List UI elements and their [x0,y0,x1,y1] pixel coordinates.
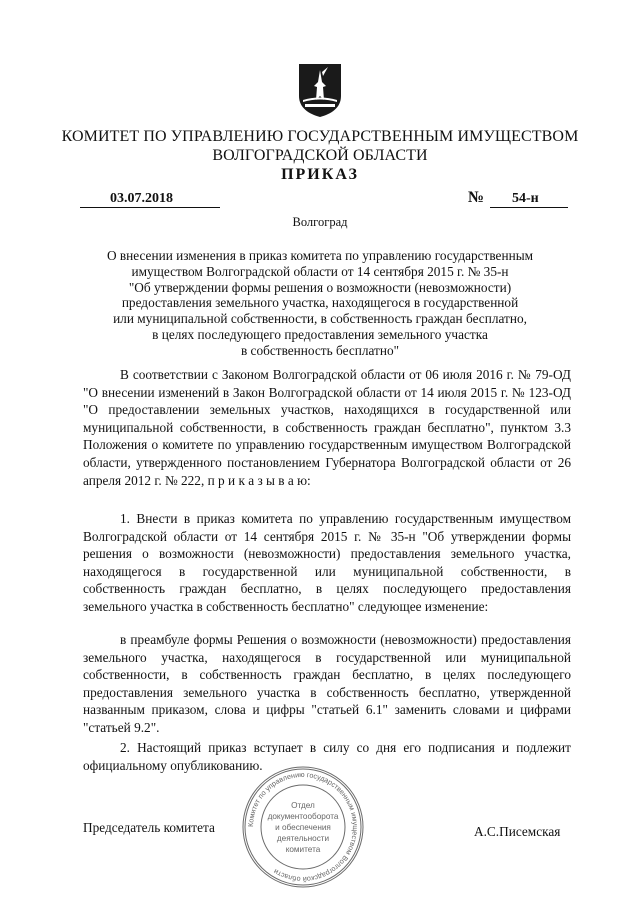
clause-1-paragraph: 1. Внести в приказ комитета по управлению государственным имуществом Волгоградской области от 14 сентября 2015 г. № 35-н "Об утверждении формы решения о возможности (невозможности) предоставления земельного участка, находящегося в государственной или муниципальной собственности, в собственность граждан бесплатно, в целях последующего предоставления земельного участка в собственность бесплатно" следующее изменение: [83,511,571,614]
coat-of-arms-icon [297,62,343,118]
organization-name-line1: КОМИТЕТ ПО УПРАВЛЕНИЮ ГОСУДАРСТВЕННЫМ ИМУЩЕСТВОМ [61,128,579,145]
order-title-line: или муниципальной собственности, в собственность граждан бесплатно, [113,311,527,327]
order-number-label: № [468,189,485,206]
order-title-line: имуществом Волгоградской области от 14 сентября 2015 г. № 35-н [131,263,509,279]
stamp-center-line: документооборота [267,812,339,821]
order-title-line: О внесении изменения в приказ комитета по управлению государственным [106,248,534,263]
order-title-line: предоставления земельного участка, находящегося в государственной [121,295,519,311]
order-title [60,248,580,359]
order-number-value: 54-н [512,191,539,206]
order-number [490,192,568,208]
document-type: ПРИКАЗ [281,166,359,183]
stamp-ring-text: Комитет по управлению государственным имуществом Волгоградской области [245,769,361,885]
order-title-line: "Об утверждении формы решения о возможности (невозможности) [128,279,512,295]
stamp-center-line: комитета [285,845,321,854]
clause-2-paragraph: 2. Настоящий приказ вступает в силу со дня его подписания и подлежит официальному опубликованию. [83,740,571,773]
stamp-center-line: и обеспечения [275,823,331,832]
order-date-value: 03.07.2018 [110,191,173,206]
order-title-line: в целях последующего предоставления земельного участка [152,326,488,342]
preamble-paragraph: В соответствии с Законом Волгоградской области от 06 июля 2016 г. № 79-ОД "О внесении изменений в Закон Волгоградской области от 14 июля 2015 г. № 123-ОД "О предоставлении земельных участков, находящихся в государственной или муниципальной собственности, в собственность граждан бесплатно", пунктом 3.3 Положения о комитете по управлению государственным имуществом Волгоградской области, утвержденного постановлением Губернатора Волгоградской области от 26 апреля 2012 г. № 222, п р и к а з ы в а ю: [83,367,571,488]
clause-1-change-paragraph: в преамбуле формы Решения о возможности (невозможности) предоставления земельного участка, находящегося в государственной или муниципальной собственности, в собственность граждан бесплатно, в целях последующего предоставления земельного участка в собственность бесплатно, утвержденной названным приказом, слова и цифры "статьей 6.1" заменить словами и цифрами "статьей 9.2". [83,632,571,735]
organization-name-line2: ВОЛГОГРАДСКОЙ ОБЛАСТИ [212,147,428,164]
stamp-center-line: Отдел [291,801,315,810]
order-title-line: в собственность бесплатно" [240,342,400,358]
city-name: Волгоград [292,215,348,229]
signatory-title: Председатель комитета [83,820,215,835]
order-date [80,192,220,208]
official-stamp-icon [240,764,366,890]
signatory-name: А.С.Писемская [474,824,561,839]
stamp-center-line: деятельности [276,834,330,843]
